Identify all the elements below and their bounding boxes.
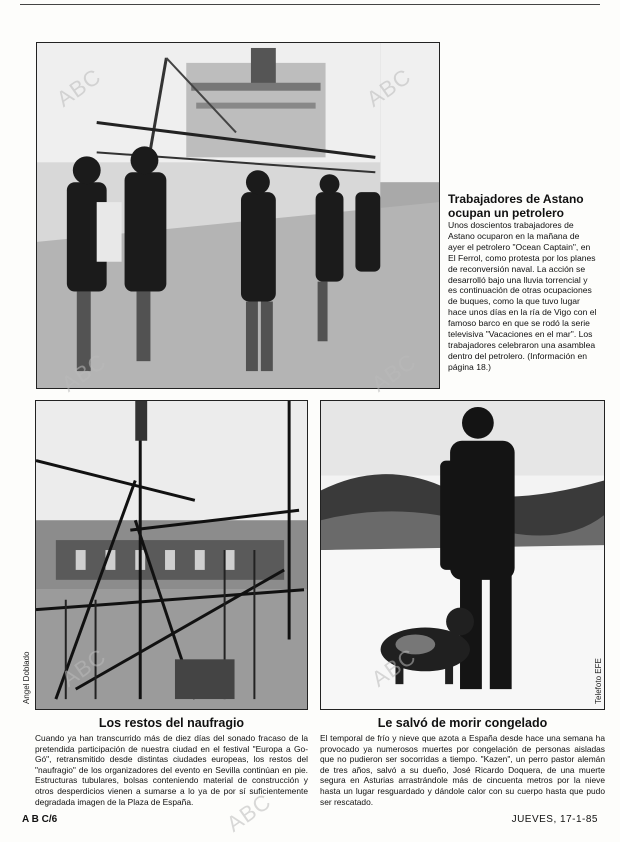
story2-headline: Los restos del naufragio [98,716,245,730]
watermark-logo: ABC [366,643,421,692]
top-rule [20,4,600,5]
watermark-logo: ABC [56,643,111,692]
photo-man-with-dog-snow [320,400,605,710]
photo-oil-tanker-occupation [36,42,440,389]
story3-photo-credit: Telefoto EFE [594,658,603,704]
tanker-photo-illustration [37,43,439,388]
watermark-logo: ABC [51,63,106,112]
page-date: JUEVES, 17-1-85 [511,814,598,825]
page-number: A B C/6 [22,814,58,825]
story2-photo-credit: Angel Doblado [22,651,31,704]
watermark-logo: ABC [366,348,421,397]
story1-body: Unos doscientos trabajadores de Astano ocuparon en la mañana de ayer el petrolero "Ocean Captain", en El Ferrol, como protesta por los planes de reconversión naval. La acción se desarrolló bajo una lluvia torrencial y es continuación de otras ocupaciones de buques, como la que tuvo lugar hace unos días en la ría de Vigo con el famoso barco en que se rodó la serie televisiva "Vacaciones en el mar". Los trabajadores celebraron una asamblea dentro del petrolero. (Información en página 18.) [448,220,597,372]
watermark-logo: ABC [56,348,111,397]
story2-body: Cuando ya han transcurrido más de diez días del sonado fracaso de la pretendida participación de nuestra ciudad en el festival "Europa a Go-Gó", retransmitido desde distintas ciudades europeas, los restos del "naufragio" de los organizadores del evento en Sevilla continúan en pie. Estructuras tubulares, bolsas conteniendo material de construcción y otros desperdicios vienen a sumarse a lo ya de por sí suficientemente degradada imagen de la Plaza de España. [35,733,308,807]
snow-photo-illustration [321,401,604,709]
story3-headline: Le salvó de morir congelado [377,716,548,730]
photo-scaffolding-plaza [35,400,308,710]
watermark-logo: ABC [361,63,416,112]
scaffold-photo-illustration [36,401,307,709]
story1-headline: Trabajadores de Astano ocupan un petrolero [448,192,584,220]
watermark-logo: ABC [221,788,276,837]
story3-body: El temporal de frío y nieve que azota a España desde hace una semana ha provocado ya numerosos muertes por congelación de personas aisladas que no pudieron ser socorridas a tiempo. "Kazen", un perro pastor alemán de tres años, salvó a su dueño, José Ricardo Doquera, de una muerte segura en Asturias arrastrándole más de cincuenta metros por la nieve hasta un lugar resguardado y dándole calor con su cuerpo hasta que pudo ser rescatado. [320,733,605,807]
